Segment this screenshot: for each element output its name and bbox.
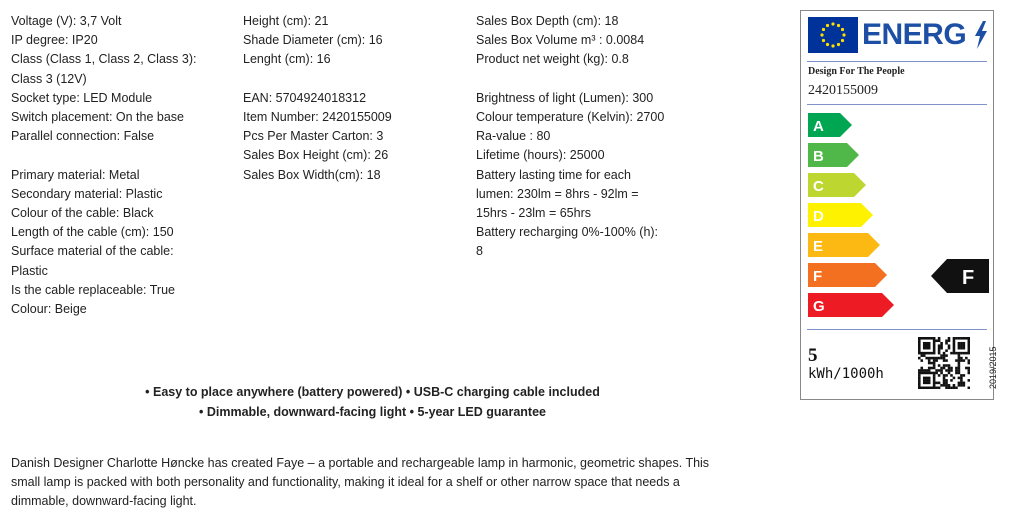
spec-line: Surface material of the cable: (11, 244, 174, 259)
spec-line: Length of the cable (cm): 150 (11, 225, 174, 240)
spec-line: Lenght (cm): 16 (243, 52, 331, 67)
energy-class-letter: F (813, 268, 823, 285)
highlights-line-2: • Dimmable, downward-facing light • 5-year LED guarantee (198, 404, 546, 419)
energy-rating-letter: F (962, 267, 975, 289)
energy-label-heading: ENERG (862, 18, 967, 51)
qr-code-icon (918, 337, 970, 389)
product-description: Danish Designer Charlotte Høncke has created Faye – a portable and rechargeable lamp in harmonic, geometric shapes. This small lamp is packed with both personality and functionality, making it ideal for a shelf or other narrow space that needs a dimmable, downward-facing light. (11, 456, 710, 509)
spec-line: Class (Class 1, Class 2, Class 3): (11, 52, 197, 67)
spec-line: Plastic (11, 263, 48, 278)
spec-line: Sales Box Height (cm): 26 (243, 148, 389, 163)
product-highlights (0, 383, 745, 422)
eu-star-icon (820, 33, 823, 36)
spacer (243, 70, 463, 89)
eu-star-icon (841, 39, 844, 42)
energy-class-letter: G (813, 298, 825, 315)
model-identifier: 2420155009 (808, 83, 878, 98)
spacer (11, 146, 211, 165)
energy-consumption-value: 5 (808, 345, 818, 366)
eu-star-icon (826, 43, 829, 46)
spec-line: Height (cm): 21 (243, 14, 329, 28)
energy-class-letter: E (813, 238, 824, 255)
energy-class-letter: D (813, 208, 824, 225)
eu-star-icon (822, 39, 825, 42)
spec-line: Voltage (V): 3,7 Volt (11, 14, 122, 28)
eu-star-icon (826, 24, 829, 27)
eu-star-icon (831, 22, 834, 25)
divider (807, 61, 987, 62)
spec-line: Primary material: Metal (11, 167, 140, 182)
spec-line: Sales Box Width(cm): 18 (243, 167, 381, 182)
spec-line: Is the cable replaceable: True (11, 282, 175, 297)
energy-label-header (808, 17, 988, 61)
energy-class-letter: B (813, 148, 824, 165)
spec-line: Brightness of light (Lumen): 300 (476, 90, 654, 105)
specs-column-electrical (11, 12, 211, 319)
eu-star-icon (841, 28, 844, 31)
spec-line: Item Number: 2420155009 (243, 110, 392, 124)
spec-line: 15hrs - 23lm = 65hrs (476, 206, 591, 221)
spec-line: Colour: Beige (11, 302, 87, 317)
divider (807, 104, 987, 105)
spec-line: Pcs Per Master Carton: 3 (243, 129, 384, 144)
eu-star-icon (822, 28, 825, 31)
spec-line: Switch placement: On the base (11, 110, 185, 125)
energy-class-letter: C (813, 178, 824, 195)
spec-line: Parallel connection: False (11, 129, 155, 144)
spec-line: Colour temperature (Kelvin): 2700 (476, 110, 665, 124)
energy-label (800, 10, 998, 400)
spec-line: Socket type: LED Module (11, 90, 153, 105)
spec-line: Shade Diameter (cm): 16 (243, 33, 383, 48)
specs-column-dimensions (243, 12, 463, 185)
energy-class-letter: A (813, 118, 824, 135)
eu-flag-icon (808, 17, 858, 53)
spec-line: Sales Box Depth (cm): 18 (476, 14, 619, 28)
spec-line: Sales Box Volume m³ : 0.0084 (476, 33, 645, 48)
spec-line: lumen: 230lm = 8hrs - 92lm = (476, 186, 639, 201)
spec-line: Battery recharging 0%-100% (h): (476, 225, 659, 240)
spec-line: Class 3 (12V) (11, 71, 87, 86)
energy-class-scale (808, 113, 908, 325)
supplier-name: Design For The People (808, 66, 905, 77)
spacer (476, 70, 676, 89)
eu-star-icon (831, 44, 834, 47)
spec-line: EAN: 5704924018312 (243, 90, 367, 105)
divider (807, 329, 987, 330)
energy-rating-marker (931, 259, 989, 293)
spec-line: Battery lasting time for each (476, 167, 631, 182)
energy-consumption-unit: kWh/1000h (808, 366, 884, 382)
spec-line: Colour of the cable: Black (11, 206, 154, 221)
regulation-number: 2019/2015 (988, 346, 998, 389)
highlights-line-1: • Easy to place anywhere (battery powered) • USB-C charging cable included (145, 385, 600, 399)
spec-line: 8 (476, 244, 483, 259)
energy-rating-arrow (931, 259, 989, 293)
eu-star-icon (837, 43, 840, 46)
spec-line: Lifetime (hours): 25000 (476, 148, 605, 163)
spec-line: Ra-value : 80 (476, 129, 551, 144)
specs-column-packaging-light (476, 12, 676, 262)
eu-star-icon (842, 33, 845, 36)
lightning-bolt-icon (974, 21, 988, 49)
spec-line: IP degree: IP20 (11, 33, 98, 48)
spec-line: Product net weight (kg): 0.8 (476, 52, 629, 67)
spec-line: Secondary material: Plastic (11, 186, 163, 201)
eu-star-icon (837, 24, 840, 27)
